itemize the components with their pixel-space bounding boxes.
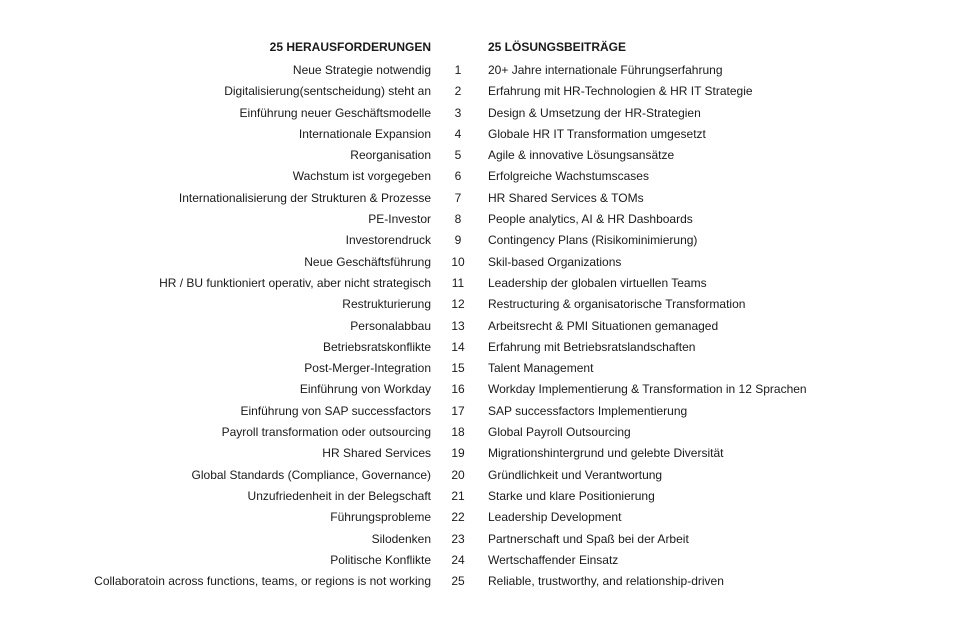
row-number: 10	[451, 254, 465, 269]
solution-text: Restructuring & organisatorische Transformation	[488, 297, 746, 312]
row-number: 7	[454, 190, 462, 205]
solution-text: Migrationshintergrund und gelebte Diversität	[488, 446, 724, 461]
row-number: 23	[451, 531, 465, 546]
challenge-text: Investorendruck	[345, 233, 431, 248]
solution-text: Erfolgreiche Wachstumscases	[488, 169, 649, 184]
list-row	[0, 529, 953, 550]
row-number: 5	[454, 148, 462, 163]
list-row	[0, 443, 953, 464]
solution-text: Workday Implementierung & Transformation in 12 Sprachen	[488, 382, 807, 397]
solution-text: People analytics, AI & HR Dashboards	[488, 212, 693, 227]
row-number: 9	[454, 233, 462, 248]
solution-text: 20+ Jahre internationale Führungserfahrung	[488, 63, 723, 77]
row-number: 21	[451, 488, 465, 503]
solution-text: Partnerschaft und Spaß bei der Arbeit	[488, 531, 689, 546]
row-number: 1	[454, 63, 462, 77]
row-number: 19	[451, 446, 465, 461]
solution-text: Agile & innovative Lösungsansätze	[488, 148, 675, 163]
list-row	[0, 230, 953, 251]
row-number: 20	[451, 467, 465, 482]
solution-text: Leadership Development	[488, 510, 622, 525]
row-number: 15	[451, 361, 465, 376]
challenge-text: Internationalisierung der Strukturen & Prozesse	[178, 190, 431, 205]
challenge-text: HR / BU funktioniert operativ, aber nicht strategisch	[159, 275, 431, 290]
list-row	[0, 571, 953, 592]
solution-text: Globale HR IT Transformation umgesetzt	[488, 126, 706, 141]
challenge-text: PE-Investor	[368, 212, 431, 227]
list-row	[0, 124, 953, 145]
challenge-text: Reorganisation	[350, 148, 431, 163]
solution-text: HR Shared Services & TOMs	[488, 190, 644, 205]
challenge-text: Payroll transformation oder outsourcing	[221, 425, 431, 440]
challenge-text: Internationale Expansion	[298, 126, 431, 141]
challenge-text: Einführung von Workday	[299, 382, 431, 397]
row-number: 8	[454, 212, 462, 227]
solution-text: Skil-based Organizations	[488, 254, 622, 269]
list-row	[0, 273, 953, 294]
row-number: 14	[451, 339, 465, 354]
solution-text: Leadership der globalen virtuellen Teams	[488, 275, 707, 290]
row-number: 6	[454, 169, 462, 184]
list-row	[0, 145, 953, 166]
challenge-text: Global Standards (Compliance, Governance)	[191, 467, 431, 482]
solution-text: Arbeitsrecht & PMI Situationen gemanaged	[488, 318, 719, 333]
list-row	[0, 316, 953, 337]
solution-text: Talent Management	[488, 361, 594, 376]
list-row	[0, 401, 953, 422]
row-number: 11	[451, 275, 465, 290]
challenge-text: Unzufriedenheit in der Belegschaft	[247, 488, 431, 503]
row-number: 18	[451, 425, 465, 440]
list-row	[0, 103, 953, 124]
challenge-text: Neue Strategie notwendig	[292, 63, 431, 77]
challenge-text: Collaboratoin across functions, teams, or regions is not working	[94, 574, 431, 589]
row-number: 16	[451, 382, 465, 397]
challenge-text: Post-Merger-Integration	[304, 361, 431, 376]
solution-text: SAP successfactors Implementierung	[488, 403, 688, 418]
list-row	[0, 422, 953, 443]
challenge-text: Betriebsratskonflikte	[322, 339, 431, 354]
solutions-header: 25 LÖSUNGSBEITRÄGE	[488, 40, 627, 54]
list-row	[0, 252, 953, 273]
list-row	[0, 294, 953, 315]
challenge-text: Personalabbau	[350, 318, 431, 333]
challenge-solution-list	[0, 60, 953, 592]
challenge-text: HR Shared Services	[322, 446, 431, 461]
challenge-text: Silodenken	[371, 531, 431, 546]
row-number: 13	[451, 318, 465, 333]
list-row	[0, 166, 953, 187]
challenge-text: Wachstum ist vorgegeben	[292, 169, 431, 184]
challenge-text: Führungsprobleme	[330, 510, 431, 525]
solution-text: Starke und klare Positionierung	[488, 488, 655, 503]
solution-text: Reliable, trustworthy, and relationship-driven	[488, 574, 724, 589]
row-number: 22	[451, 510, 465, 525]
solution-text: Design & Umsetzung der HR-Strategien	[488, 105, 701, 120]
solution-text: Wertschaffender Einsatz	[488, 552, 619, 567]
challenge-text: Restrukturierung	[342, 297, 431, 312]
list-row	[0, 507, 953, 528]
challenges-header: 25 HERAUSFORDERUNGEN	[269, 40, 431, 54]
list-row	[0, 337, 953, 358]
solution-text: Erfahrung mit Betriebsratslandschaften	[488, 339, 696, 354]
solution-text: Global Payroll Outsourcing	[488, 425, 631, 440]
row-number: 2	[454, 84, 462, 99]
row-number: 12	[451, 297, 465, 312]
solution-text: Erfahrung mit HR-Technologien & HR IT Strategie	[488, 84, 753, 99]
list-row	[0, 358, 953, 379]
row-number: 17	[451, 403, 465, 418]
solution-text: Gründlichkeit und Verantwortung	[488, 467, 663, 482]
challenge-text: Digitalisierung(sentscheidung) steht an	[224, 84, 431, 99]
challenge-text: Einführung neuer Geschäftsmodelle	[239, 105, 431, 120]
list-row	[0, 81, 953, 102]
list-row	[0, 550, 953, 571]
row-number: 25	[451, 574, 465, 589]
list-row	[0, 379, 953, 400]
row-number: 24	[451, 552, 465, 567]
list-row	[0, 60, 953, 81]
solution-text: Contingency Plans (Risikominimierung)	[488, 233, 698, 248]
list-row	[0, 465, 953, 486]
list-row	[0, 188, 953, 209]
row-number: 4	[454, 126, 462, 141]
challenge-text: Einführung von SAP successfactors	[240, 403, 431, 418]
challenge-text: Neue Geschäftsführung	[304, 254, 431, 269]
challenge-text: Politische Konflikte	[330, 552, 431, 567]
list-row	[0, 486, 953, 507]
list-row	[0, 209, 953, 230]
row-number: 3	[454, 105, 462, 120]
